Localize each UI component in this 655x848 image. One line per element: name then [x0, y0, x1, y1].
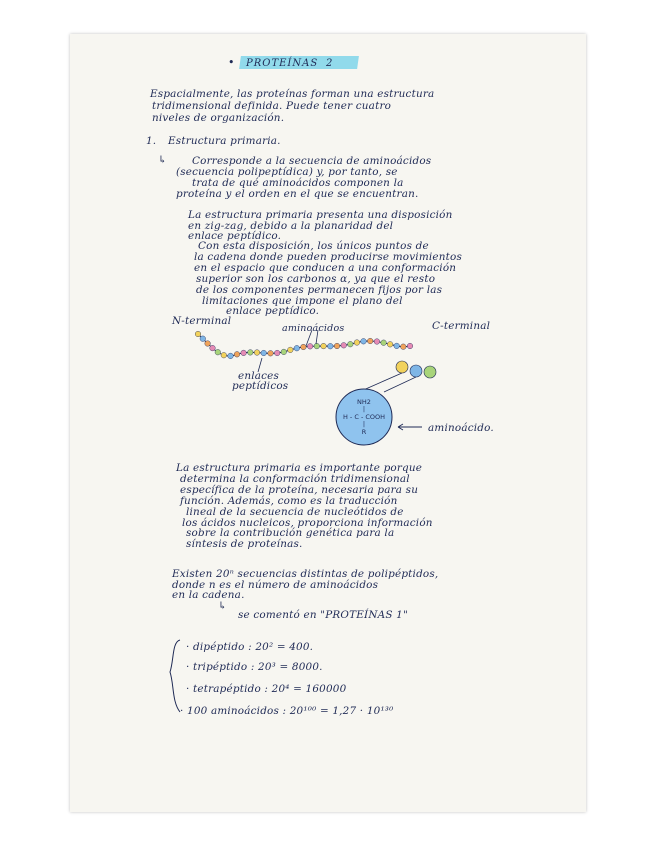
chain-bead [281, 349, 287, 355]
chain-bead [234, 352, 240, 358]
para2-line: enlace peptídico. [226, 305, 320, 317]
para2-line: de los componentes permanecen fijos por las [196, 284, 443, 296]
chain-bead [407, 343, 413, 349]
aminoacid-pointer [316, 330, 318, 344]
chain-bead [268, 351, 274, 357]
aminoacido-arrow [398, 424, 422, 430]
chain-bead [321, 343, 327, 349]
aminoacido-label: aminoácido. [428, 422, 494, 434]
list-item: · dipéptido : 20² = 400. [186, 641, 314, 653]
chain-bead [334, 343, 340, 349]
chain-bead [228, 353, 234, 359]
chain-bead [288, 347, 294, 353]
chain-bead [374, 339, 380, 345]
para2-line: en el espacio que conducen a una conformación [194, 262, 457, 274]
para2-line: Con esta disposición, los únicos puntos de [198, 240, 429, 252]
chain-bead [381, 340, 387, 346]
bond-pointer [258, 358, 262, 372]
intro-line: niveles de organización. [152, 112, 285, 124]
chain-bead [387, 342, 393, 348]
chain-beads [195, 331, 413, 359]
terminal-bead [410, 365, 422, 377]
terminal-bead [424, 366, 436, 378]
para3-line: La estructura primaria es importante porque [176, 462, 423, 474]
title-number: 2 [326, 58, 333, 69]
para1-line: proteína y el orden en el que se encuentran. [176, 188, 419, 200]
chain-bead [221, 352, 227, 358]
list-item: · tripéptido : 20³ = 8000. [186, 661, 323, 673]
c-terminal-label: C-terminal [432, 320, 491, 332]
chain-bead [274, 350, 280, 356]
para3-line: síntesis de proteínas. [186, 538, 303, 550]
chain-bead [200, 336, 206, 342]
para1-line: (secuencia polipeptídica) y, por tanto, se [176, 166, 398, 178]
section-number: 1. [146, 135, 157, 147]
circle-text: R [361, 428, 367, 436]
list-item: · tetrapéptido : 20⁴ = 160000 [186, 683, 347, 695]
circle-text: | [362, 405, 366, 413]
para4-line: en la cadena. [172, 589, 245, 601]
chain-bead [254, 350, 260, 356]
aminoacidos-label: aminoácidos [282, 323, 345, 334]
n-terminal-label: N-terminal [172, 315, 232, 327]
para1-line: trata de qué aminoácidos componen la [192, 177, 404, 189]
circle-text: | [362, 420, 366, 428]
para4-note: se comentó en "PROTEÍNAS 1" [238, 609, 408, 621]
intro-line: Espacialmente, las proteínas forman una estructura [150, 88, 435, 100]
chain-bead [307, 344, 313, 350]
chain-bead [195, 331, 201, 337]
para2-line: limitaciones que impone el plano del [202, 295, 403, 307]
para3-line: determina la conformación tridimensional [180, 473, 410, 485]
circle-text: NH2 [357, 398, 371, 406]
intro-line: tridimensional definida. Puede tener cuatro [152, 100, 392, 112]
para2-line: La estructura primaria presenta una disposición [188, 209, 453, 221]
chain-bead [341, 343, 347, 349]
chain-bead [261, 350, 267, 356]
arrow-bullet: ↳ [158, 154, 167, 166]
para2-line: en zig-zag, debido a la planaridad del [188, 220, 394, 232]
title-text: PROTEÍNAS [246, 58, 319, 69]
chain-bead [401, 344, 407, 350]
para4-line: Existen 20ⁿ secuencias distintas de polipéptidos, [172, 568, 439, 580]
chain-bead [241, 350, 247, 356]
enlaces-label: peptídicos [232, 380, 289, 392]
circle-text: H - C - COOH [342, 413, 386, 421]
para3-line: los ácidos nucleicos, proporciona información [182, 517, 433, 529]
para4-line: donde n es el número de aminoácidos [172, 579, 379, 591]
para2-line: superior son los carbonos α, ya que el resto [196, 273, 436, 285]
para2-line: enlace peptídico. [188, 230, 282, 242]
chain-bead [348, 341, 354, 347]
chain-bead [210, 345, 216, 351]
chain-bead [205, 341, 211, 347]
list-item: · 100 aminoácidos : 20¹⁰⁰ = 1,27 · 10¹³⁰ [180, 705, 394, 717]
chain-bead [294, 345, 300, 351]
section-heading: Estructura primaria. [168, 135, 281, 147]
chain-bead [301, 344, 307, 350]
chain-bead [248, 350, 254, 356]
para2-line: la cadena donde pueden producirse movimientos [194, 251, 463, 263]
para3-line: específica de la proteína, necesaria para su [180, 484, 419, 496]
chain-bead [354, 340, 360, 346]
chain-bead [215, 349, 221, 355]
chain-bead [314, 343, 320, 349]
chain-bead [328, 343, 334, 349]
para3-line: función. Además, como es la traducción [180, 495, 398, 507]
chain-bead [367, 338, 373, 344]
enlaces-label: enlaces [238, 370, 280, 382]
title-bullet: • [228, 56, 235, 69]
zoom-line [384, 377, 416, 392]
para1-line: Corresponde a la secuencia de aminoácidos [192, 155, 432, 167]
chain-bead [361, 339, 367, 345]
para3-line: sobre la contribución genética para la [186, 527, 395, 539]
list-brace [170, 640, 180, 712]
terminal-bead [396, 361, 408, 373]
para3-line: lineal de la secuencia de nucleótidos de [186, 506, 404, 518]
note-arrow: ↳ [218, 600, 227, 612]
chain-bead [394, 343, 400, 349]
